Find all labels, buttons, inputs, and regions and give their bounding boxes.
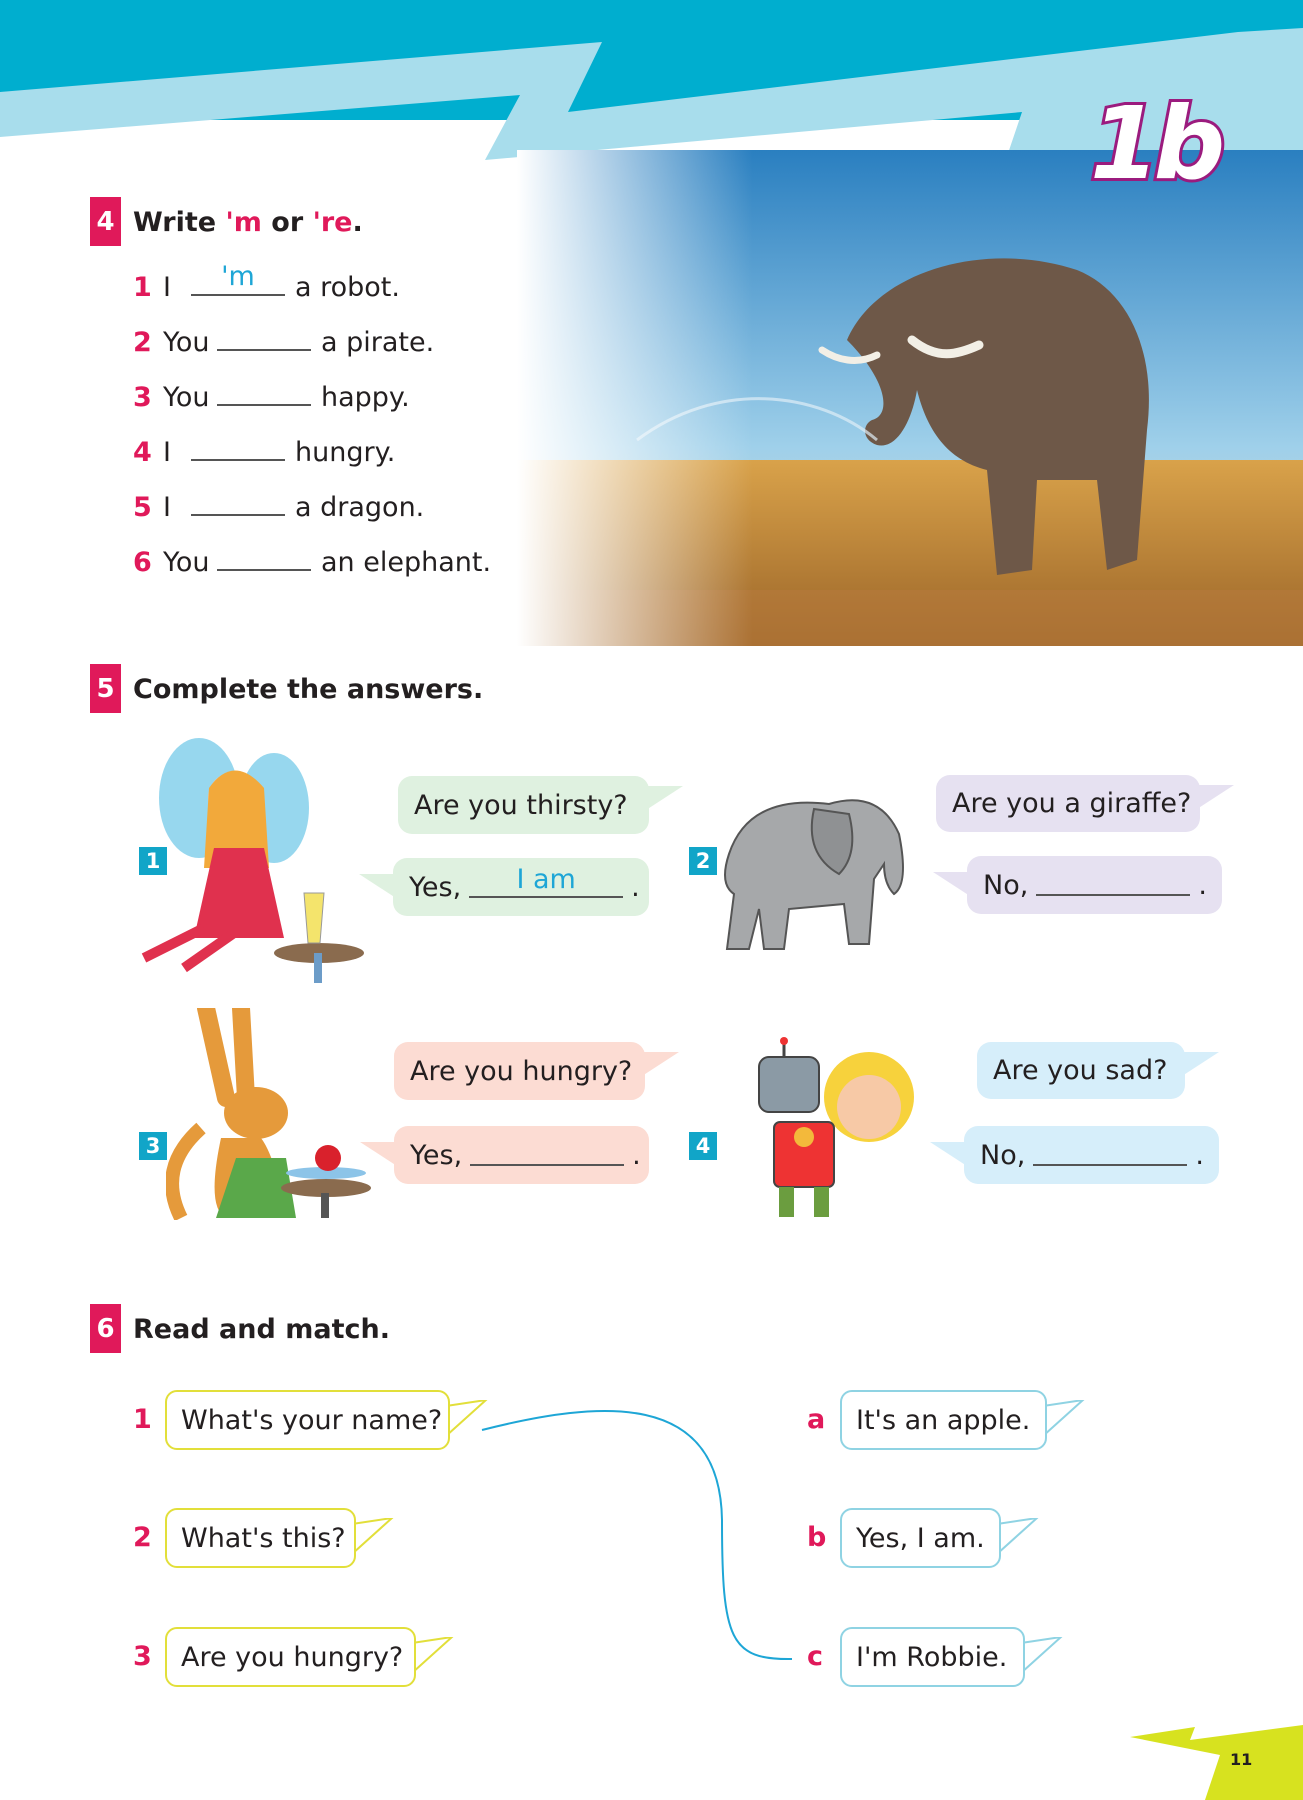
- exercise-5-number: 5: [90, 664, 121, 713]
- exercise-6-number: 6: [90, 1304, 121, 1353]
- answer-text: I'm Robbie.: [856, 1641, 1008, 1673]
- picture-number: 1: [139, 847, 167, 875]
- exercise-4-item: [133, 382, 410, 413]
- item-subject: I: [163, 272, 171, 303]
- answer-prefix: Yes,: [410, 1139, 463, 1171]
- bubble-tail: [643, 786, 683, 812]
- question-bubble: [394, 1042, 645, 1100]
- exercise-4-item: [133, 327, 434, 358]
- answer-letter: b: [807, 1522, 827, 1553]
- exercise-4-title: Write 'm or 're.: [133, 207, 363, 238]
- answer-bubble: [393, 858, 649, 916]
- match-answer[interactable]: [840, 1390, 1047, 1450]
- bubble-tail: [352, 1518, 396, 1558]
- exercise-4-item: [133, 261, 400, 303]
- answer-text: I am: [516, 864, 576, 895]
- item-subject: You: [163, 327, 210, 358]
- question-text: What's your name?: [181, 1404, 443, 1436]
- item-number: 4: [133, 437, 152, 468]
- page-number: 11: [1230, 1750, 1253, 1769]
- item-number: 1: [133, 272, 152, 303]
- answer-prefix: No,: [980, 1139, 1026, 1171]
- answer-letter: c: [807, 1641, 824, 1672]
- answer-text: Yes, I am.: [856, 1522, 985, 1554]
- question-text: Are you hungry?: [181, 1641, 404, 1673]
- answer-blank[interactable]: [470, 1144, 624, 1166]
- exercise-4-item: [133, 437, 395, 468]
- answer-prefix: Yes,: [409, 871, 462, 903]
- answer-period: .: [631, 871, 640, 903]
- bubble-tail: [1194, 785, 1234, 811]
- picture-number: 4: [689, 1132, 717, 1160]
- unit-badge: 1b: [1090, 85, 1220, 202]
- bubble-tail: [446, 1400, 490, 1440]
- girl-and-robot-illustration: [729, 1037, 929, 1222]
- page-corner-decoration: [1130, 1725, 1303, 1800]
- item-subject: I: [163, 437, 171, 468]
- question-bubble: [977, 1042, 1185, 1099]
- question-text: What's this?: [181, 1522, 346, 1554]
- match-question[interactable]: [165, 1390, 450, 1450]
- answer-period: .: [1195, 1139, 1204, 1171]
- answer-blank[interactable]: [191, 496, 285, 516]
- bubble-tail: [997, 1518, 1041, 1558]
- question-number: 2: [133, 1522, 152, 1553]
- answer-blank[interactable]: [217, 331, 311, 351]
- exercise-5-title: Complete the answers.: [133, 674, 484, 705]
- answer-blank[interactable]: [1036, 874, 1190, 896]
- match-answer[interactable]: [840, 1627, 1025, 1687]
- bubble-tail: [412, 1637, 456, 1677]
- answer-prefix: No,: [983, 869, 1029, 901]
- question-number: 1: [133, 1404, 152, 1435]
- exercise-4-item: [133, 492, 424, 523]
- exercise-6-title: Read and match.: [133, 1314, 390, 1345]
- bubble-tail: [639, 1052, 679, 1078]
- bubble-tail: [1043, 1400, 1087, 1440]
- item-number: 5: [133, 492, 152, 523]
- answer-letter: a: [807, 1404, 826, 1435]
- answer-blank[interactable]: [191, 441, 285, 461]
- item-rest: a pirate.: [321, 327, 435, 358]
- match-question[interactable]: [165, 1627, 416, 1687]
- answer-bubble: [964, 1126, 1219, 1184]
- question-bubble: [936, 775, 1200, 832]
- question-text: Are you sad?: [993, 1055, 1168, 1086]
- item-number: 6: [133, 547, 152, 578]
- exercise-4-item: [133, 547, 491, 578]
- answer-text: 'm: [221, 261, 255, 292]
- exercise-4-number: 4: [90, 197, 121, 246]
- item-rest: hungry.: [295, 437, 396, 468]
- item-rest: happy.: [321, 382, 410, 413]
- question-text: Are you a giraffe?: [952, 788, 1192, 819]
- item-number: 3: [133, 382, 152, 413]
- answer-blank[interactable]: [217, 551, 311, 571]
- question-text: Are you thirsty?: [414, 789, 628, 821]
- item-subject: You: [163, 382, 210, 413]
- answer-blank[interactable]: [1033, 1144, 1187, 1166]
- picture-number: 2: [689, 847, 717, 875]
- answer-period: .: [1198, 869, 1207, 901]
- question-bubble: [398, 776, 649, 834]
- picture-number: 3: [139, 1132, 167, 1160]
- question-number: 3: [133, 1641, 152, 1672]
- item-rest: a robot.: [295, 272, 400, 303]
- elephant-photo: [517, 150, 1303, 646]
- answer-blank[interactable]: [191, 261, 285, 296]
- answer-text: It's an apple.: [856, 1404, 1031, 1436]
- bubble-tail: [1179, 1052, 1219, 1078]
- answer-period: .: [632, 1139, 641, 1171]
- match-answer[interactable]: [840, 1508, 1001, 1568]
- answer-blank[interactable]: [217, 386, 311, 406]
- item-rest: a dragon.: [295, 492, 425, 523]
- item-number: 2: [133, 327, 152, 358]
- item-subject: I: [163, 492, 171, 523]
- answer-bubble: [394, 1126, 649, 1184]
- match-line-1-c: [482, 1411, 792, 1659]
- answer-blank[interactable]: [469, 864, 623, 898]
- item-subject: You: [163, 547, 210, 578]
- elephant-illustration: [709, 784, 924, 959]
- item-rest: an elephant.: [321, 547, 492, 578]
- answer-bubble: [967, 856, 1222, 914]
- question-text: Are you hungry?: [410, 1055, 633, 1087]
- match-question[interactable]: [165, 1508, 356, 1568]
- bubble-tail: [1021, 1637, 1065, 1677]
- kangaroo-illustration: [166, 1008, 381, 1220]
